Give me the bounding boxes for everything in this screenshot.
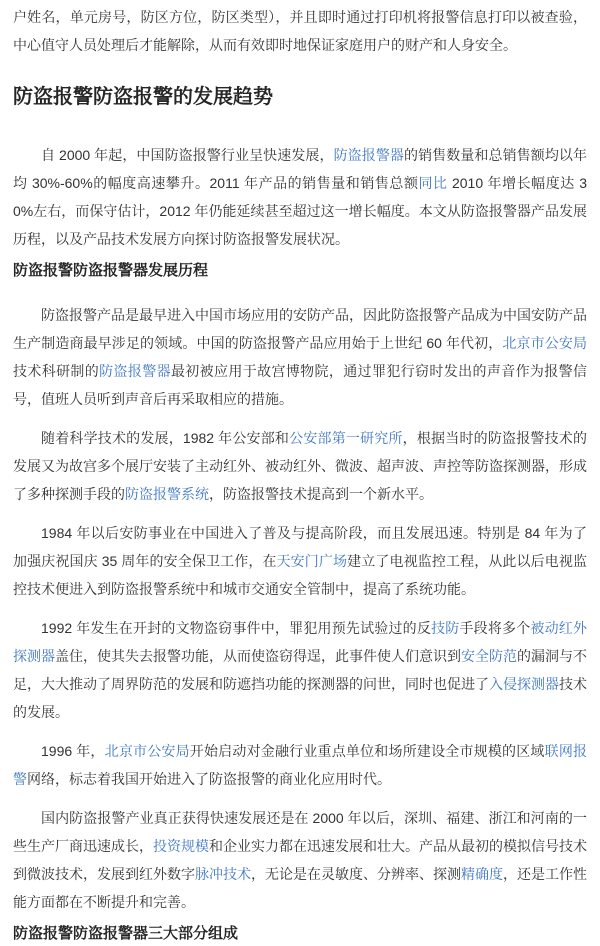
inline-link[interactable]: 北京市公安局: [104, 743, 190, 759]
text-run: 1996 年，: [41, 743, 105, 759]
text-run: 户姓名，单元房号，防区方位，防区类型），并且即时通过打印机将报警信息打印以被查验，中心值守人员处理后才能解除，从而有效即时地保证家庭用户的财产和人身安全。: [13, 9, 587, 53]
inline-link[interactable]: 防盗报警器: [99, 363, 171, 379]
text-run: 防盗报警产品是最早进入中国市场应用的安防产品，因此防盗报警产品成为中国安防产品生产制造商最早涉足的领域。中国的防盗报警产品应用始于上世纪 60 年代初，: [13, 307, 587, 351]
inline-link[interactable]: 防盗报警系统: [125, 486, 209, 502]
inline-link[interactable]: 入侵探测器: [489, 676, 559, 692]
inline-link[interactable]: 精确度: [461, 866, 503, 882]
text-run: 1992 年发生在开封的文物盗窃事件中，罪犯用预先试验过的反: [41, 620, 432, 636]
inline-link[interactable]: 脉冲技术: [195, 866, 251, 882]
inline-link[interactable]: 联网报警: [13, 743, 588, 787]
text-run: 1984 年以后安防事业在中国进入了普及与提高阶段，而且发展迅速。特别是 84 年为了加强庆祝国庆 35 周年的安全保卫工作，在: [13, 525, 587, 569]
text-run: ，防盗报警技术提高到一个新水平。: [209, 486, 433, 502]
inline-link[interactable]: 公安部第一研究所: [289, 430, 403, 446]
text-run: ，根据当时的防盗报警技术的发展又为故宫多个展厅安装了主动红外、被动红外、微波、超声波、声控等防盗探测器，形成了多种探测手段的: [13, 430, 587, 502]
paragraph: [13, 424, 587, 508]
article-body: [13, 3, 587, 946]
paragraph: [13, 737, 587, 793]
text-run: 技术科研制的: [13, 363, 100, 379]
text-run: 网络，标志着我国开始进入了防盗报警的商业化应用时代。: [27, 771, 391, 787]
text-run: 随着科学技术的发展，1982 年公安部和: [41, 430, 290, 446]
inline-link[interactable]: 技防: [431, 620, 460, 636]
text-run: 2010 年增长幅度达 30%左右，而保守估计，2012 年仍能延续甚至超过这一增长幅度。本文从防盗报警器产品发展历程，以及产品技术发展方向探讨防盗报警发展状况。: [13, 175, 587, 247]
paragraph: [13, 301, 587, 413]
paragraph: [13, 141, 587, 253]
paragraph: [13, 804, 587, 916]
text-run: 手段将多个: [459, 620, 531, 636]
inline-link[interactable]: 北京市公安局: [502, 335, 588, 351]
text-run: 自 2000 年起，中国防盗报警行业呈快速发展，: [41, 147, 334, 163]
inline-link[interactable]: 天安门广场: [276, 553, 348, 569]
text-run: ，还是工作性能方面都在不断提升和完善。: [13, 866, 587, 910]
text-run: 开始启动对金融行业重点单位和场所建设全市规模的区域: [189, 743, 545, 759]
inline-link[interactable]: 同比: [418, 175, 448, 191]
paragraph: [13, 614, 587, 726]
inline-link[interactable]: 防盗报警器: [333, 147, 404, 163]
text-run: 的漏洞与不足，大大推动了周界防范的发展和防遮挡功能的探测器的问世，同时也促进了: [13, 648, 587, 692]
text-run: 技术的发展。: [13, 676, 587, 720]
inline-link[interactable]: 投资规模: [153, 838, 209, 854]
paragraph: [13, 3, 587, 59]
subsection-heading: 防盗报警防盗报警器发展历程: [13, 262, 209, 279]
text-run: 和企业实力都在迅速发展和壮大。产品从最初的模拟信号技术到微波技术，发展到红外数字: [13, 838, 587, 882]
text-run: 盖住，使其失去报警功能，从而使盗窃得逞，此事件使人们意识到: [55, 648, 461, 664]
paragraph: [13, 519, 587, 603]
text-run: ，无论是在灵敏度、分辨率、探测: [251, 866, 461, 882]
text-run: 最初被应用于故宫博物院，通过罪犯行窃时发出的声音作为报警信号，值班人员听到声音后再采取相应的措施。: [13, 363, 588, 407]
text-run: 建立了电视监控工程，从此以后电视监控技术便进入到防盗报警系统中和城市交通安全管制中，提高了系统功能。: [13, 553, 588, 597]
section-heading: 防盗报警防盗报警的发展趋势: [13, 86, 273, 108]
inline-link[interactable]: 安全防范: [461, 648, 517, 664]
subsection-heading: 防盗报警防盗报警器三大部分组成: [13, 925, 239, 942]
text-run: 国内防盗报警产业真正获得快速发展还是在 2000 年以后，深圳、福建、浙江和河南的一些生产厂商迅速成长，: [13, 810, 587, 854]
text-run: 的销售数量和总销售额均以年均 30%-60%的幅度高速攀升。2011 年产品的销售量和销售总额: [13, 147, 587, 191]
inline-link[interactable]: 被动红外探测器: [13, 620, 588, 664]
